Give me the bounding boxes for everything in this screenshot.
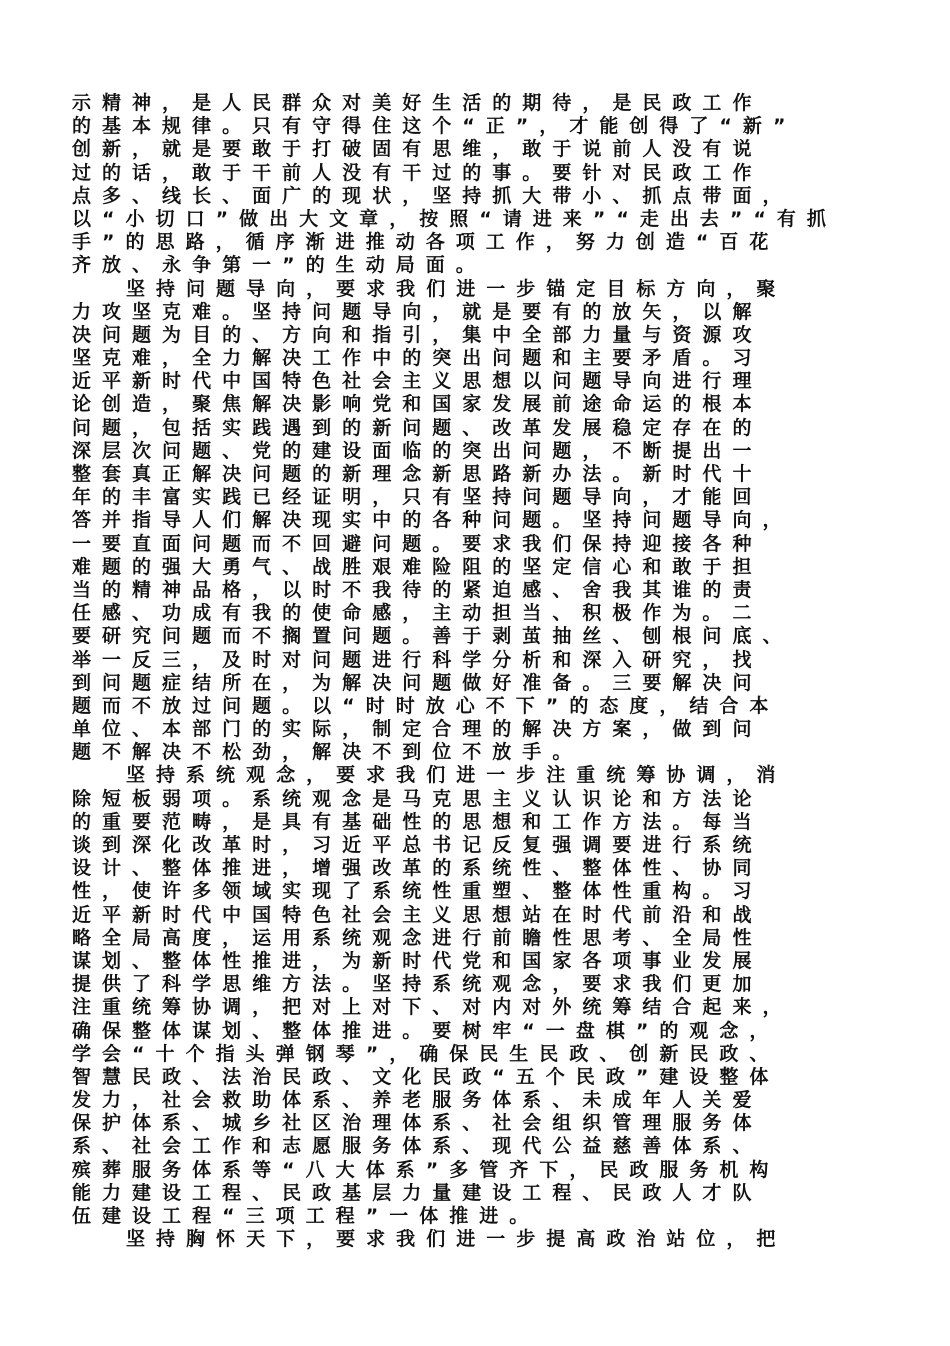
text-line: 发力，社会救助体系、养老服务体系、未成年人关爱 [72,1089,763,1112]
text-line: 确保整体谋划、整体推进。要树牢“一盘棋”的观念， [72,1019,780,1042]
text-line: 的基本规律。只有守得住这个“正”，才能创得了“新” [72,115,797,138]
text-line: 年的丰富实践已经证明，只有坚持问题导向，才能回 [72,486,763,509]
text-line: 的重要范畴，是具有基础性的思想和工作方法。每当 [72,810,763,833]
text-line: 近平新时代中国特色社会主义思想站在时代前沿和战 [72,903,763,926]
text-line: 谋划、整体性推进，为新时代党和国家各项事业发展 [72,949,763,972]
text-line: 整套真正解决问题的新理念新思路新办法。新时代十 [72,463,763,485]
text-line: 学会“十个指头弹钢琴”，确保民生民政、创新民政、 [72,1042,780,1065]
text-line: 智慧民政、法治民政、文化民政“五个民政”建设整体 [72,1065,780,1088]
paragraph-first-line: 坚持问题导向，要求我们进一步锚定目标方向，聚 [126,277,787,300]
text-line: 注重统筹协调，把对上对下、对内对外统筹结合起来， [72,996,793,1019]
text-line: 殡葬服务体系等“八大体系”多管齐下，民政服务机构 [72,1158,780,1181]
text-line: 手”的思路，循序渐进推动各项工作，努力创造“百花 [72,231,780,254]
text-line: 难题的强大勇气、战胜艰难险阻的坚定信心和敢于担 [72,555,763,578]
text-line: 点多、线长、面广的现状，坚持抓大带小、抓点带面， [72,184,793,207]
text-line: 坚克难，全力解决工作中的突出问题和主要矛盾。习 [72,347,763,370]
text-line: 过的话，敢于干前人没有干过的事。要针对民政工作 [72,161,763,184]
text-line: 题而不放过问题。以“时时放心不下”的态度，结合本 [72,694,780,717]
text-line: 论创造，聚焦解决影响党和国家发展前途命运的根本 [72,393,763,416]
text-line: 答并指导人们解决现实中的各种问题。坚持问题导向， [72,509,793,532]
text-line: 性，使许多领域实现了系统性重塑、整体性重构。习 [72,880,763,903]
text-line: 除短板弱项。系统观念是马克思主义认识论和方法论 [72,787,763,810]
text-line: 示精神，是人民群众对美好生活的期待，是民政工作 [72,92,763,114]
text-line: 保护体系、城乡社区治理体系、社会组织管理服务体 [72,1112,763,1135]
paragraph-first-line: 坚持胸怀天下，要求我们进一步提高政治站位，把 [126,1228,787,1251]
text-line: 当的精神品格，以时不我待的紧迫感、舍我其谁的责 [72,578,763,601]
text-line: 举一反三，及时对问题进行科学分析和深入研究，找 [72,648,763,671]
text-line: 以“小切口”做出大文章，按照“请进来”“走出去”“有抓 [72,207,837,230]
text-line: 任感、功成有我的使命感，主动担当、积极作为。二 [72,602,763,625]
text-line: 伍建设工程“三项工程”一体推进。 [72,1205,540,1227]
text-line: 单位、本部门的实际，制定合理的解决方案，做到问 [72,718,763,741]
text-line: 深层次问题、党的建设面临的突出问题，不断提出一 [72,439,763,462]
paragraph-first-line: 坚持系统观念，要求我们进一步注重统筹协调，消 [126,764,787,787]
body-text [72,92,892,1251]
text-line: 要研究问题而不搁置问题。善于剥茧抽丝、刨根问底、 [72,625,793,648]
text-line: 设计、整体推进，增强改革的系统性、整体性、协同 [72,857,763,880]
text-line: 到问题症结所在，为解决问题做好准备。三要解决问 [72,671,763,694]
text-line: 问题，包括实践遇到的新问题、改革发展稳定存在的 [72,416,763,439]
text-line: 创新，就是要敢于打破固有思维，敢于说前人没有说 [72,138,763,161]
text-line: 能力建设工程、民政基层力量建设工程、民政人才队 [72,1181,763,1204]
text-line: 略全局高度，运用系统观念进行前瞻性思考、全局性 [72,926,763,949]
text-line: 近平新时代中国特色社会主义思想以问题导向进行理 [72,370,763,393]
text-line: 一要直面问题而不回避问题。要求我们保持迎接各种 [72,532,763,555]
text-line: 系、社会工作和志愿服务体系、现代公益慈善体系、 [72,1135,763,1158]
text-line: 谈到深化改革时，习近平总书记反复强调要进行系统 [72,834,763,856]
text-line: 力攻坚克难。坚持问题导向，就是要有的放矢，以解 [72,300,763,323]
text-line: 决问题为目的、方向和指引，集中全部力量与资源攻 [72,323,763,346]
text-line: 齐放、永争第一”的生动局面。 [72,254,486,277]
text-line: 题不解决不松劲，解决不到位不放手。 [72,741,583,764]
text-line: 提供了科学思维方法。坚持系统观念，要求我们更加 [72,973,763,996]
